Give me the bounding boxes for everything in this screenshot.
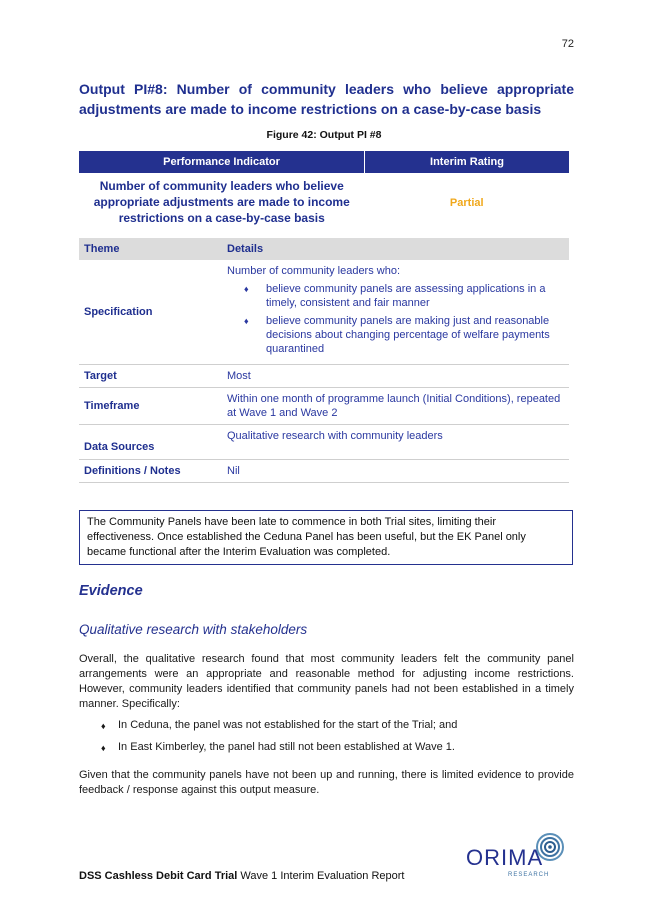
summary-callout: The Community Panels have been late to commence in both Trial sites, limiting their effectiveness. Once established the Ceduna Panel has been useful, but the EK Panel only became functional after the Interim Evaluation was completed. bbox=[79, 510, 573, 565]
interim-rating: Partial bbox=[449, 196, 484, 209]
list-item: ♦ In East Kimberley, the panel had still not been established at Wave 1. bbox=[79, 740, 574, 755]
detail-data-sources: Qualitative research with community leaders bbox=[222, 425, 569, 460]
footer bbox=[79, 870, 404, 882]
footer-subtitle: Wave 1 Interim Evaluation Report bbox=[237, 870, 405, 882]
theme-definitions: Definitions / Notes bbox=[79, 460, 222, 483]
orima-logo bbox=[464, 831, 568, 877]
theme-details-table bbox=[79, 238, 569, 483]
list-item: ♦ believe community panels are assessing applications in a timely, consistent and fair manner bbox=[244, 283, 546, 309]
section-heading: Output PI#8: Number of community leaders who believe appropriate adjustments are made to income restrictions on a case-by-case basis bbox=[79, 81, 574, 117]
page-number: 72 bbox=[561, 38, 574, 50]
diamond-bullet-icon: ♦ bbox=[244, 284, 249, 294]
list-item: ♦ In Ceduna, the panel was not established for the start of the Trial; and bbox=[79, 718, 574, 733]
detail-timeframe: Within one month of programme launch (Initial Conditions), repeated at Wave 1 and Wave 2 bbox=[222, 388, 569, 425]
qualitative-subheading: Qualitative research with stakeholders bbox=[79, 622, 308, 637]
table-row bbox=[79, 388, 569, 425]
diamond-bullet-icon: ♦ bbox=[244, 316, 249, 326]
pi-column-header: Performance Indicator bbox=[79, 151, 365, 173]
theme-target: Target bbox=[79, 365, 222, 388]
detail-specification bbox=[222, 260, 569, 365]
body-paragraph: Given that the community panels have not been up and running, there is limited evidence to provide feedback / response against this output measure. bbox=[79, 769, 574, 796]
evidence-bullets bbox=[79, 718, 574, 762]
theme-timeframe: Timeframe bbox=[79, 388, 222, 425]
table-row bbox=[79, 425, 569, 460]
diamond-bullet-icon: ♦ bbox=[101, 743, 106, 753]
logo-subtext: RESEARCH bbox=[508, 872, 550, 877]
table-row bbox=[79, 260, 569, 365]
details-column-header: Details bbox=[222, 238, 569, 260]
theme-column-header: Theme bbox=[79, 238, 222, 260]
footer-title: DSS Cashless Debit Card Trial bbox=[79, 870, 238, 882]
detail-definitions: Nil bbox=[222, 460, 569, 483]
theme-data-sources: Data Sources bbox=[79, 425, 222, 460]
indicator-text: Number of community leaders who believe appropriate adjustments are made to income restrictions on a case-by-case basis bbox=[93, 179, 350, 225]
evidence-heading: Evidence bbox=[79, 583, 143, 599]
specification-bullets bbox=[227, 282, 564, 356]
table-row bbox=[79, 365, 569, 388]
theme-specification: Specification bbox=[79, 260, 222, 365]
list-item: ♦ believe community panels are making just and reasonable decisions about changing percentage of welfare payments quarantined bbox=[244, 315, 550, 355]
specification-intro: Number of community leaders who: bbox=[227, 265, 401, 277]
detail-target: Most bbox=[222, 365, 569, 388]
table-row bbox=[79, 460, 569, 483]
body-paragraph: Overall, the qualitative research found that most community leaders felt the community panel arrangements were an appropriate and reasonable method for adjusting income restrictions. However, community leaders identified that community panels had not been established in a timely manner. Specifically: bbox=[79, 653, 574, 710]
logo-wordmark: ORIMA bbox=[466, 845, 544, 870]
diamond-bullet-icon: ♦ bbox=[101, 721, 106, 731]
rating-column-header: Interim Rating bbox=[365, 151, 570, 173]
performance-indicator-table bbox=[79, 151, 569, 232]
figure-caption: Figure 42: Output PI #8 bbox=[266, 129, 382, 141]
